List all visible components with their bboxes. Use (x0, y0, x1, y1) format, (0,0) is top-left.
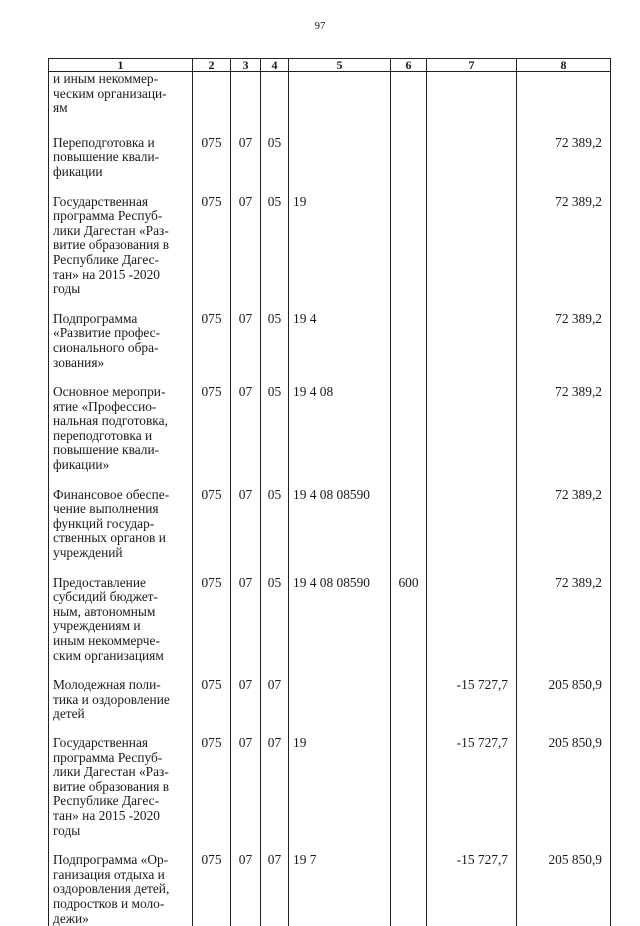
row-name-line: тан» на 2015 -2020 (53, 809, 190, 824)
row-name-line: Подпрограмма «Ор- (53, 853, 190, 868)
target-article-cell: 19 4 08 08590 (289, 576, 391, 679)
change-amount-cell (427, 195, 517, 312)
admin-code-cell: 075 (193, 136, 231, 195)
row-name-cell (49, 488, 193, 576)
admin-code-cell: 075 (193, 576, 231, 679)
change-amount-cell (427, 385, 517, 488)
row-name-cell (49, 678, 193, 736)
expense-type-cell (391, 195, 427, 312)
row-name-line: ганизация отдыха и (53, 868, 190, 883)
expense-type-cell (391, 136, 427, 195)
row-name-line: тика и оздоровление (53, 693, 190, 708)
expense-type-cell (391, 488, 427, 576)
column-header: 8 (517, 59, 611, 72)
total-amount-cell: 72 389,2 (517, 136, 611, 195)
row-name-line: Подпрограмма (53, 312, 190, 327)
row-name-line: зования» (53, 356, 190, 371)
subsection-cell: 05 (261, 488, 289, 576)
row-name-line: ческим организаци- (53, 87, 190, 102)
column-header: 5 (289, 59, 391, 72)
total-amount-cell: 72 389,2 (517, 576, 611, 679)
total-amount-cell: 72 389,2 (517, 488, 611, 576)
section-cell: 07 (231, 576, 261, 679)
change-amount-cell (427, 136, 517, 195)
row-name-line: ским организациям (53, 649, 190, 664)
row-name-line: переподготовка и (53, 429, 190, 444)
table-row (49, 385, 611, 488)
row-name-line: подростков и моло- (53, 897, 190, 912)
row-name-line: фикации» (53, 458, 190, 473)
row-name-cell (49, 385, 193, 488)
subsection-cell: 05 (261, 136, 289, 195)
row-name-line: фикации (53, 165, 190, 180)
row-name-line: Республике Дагес- (53, 253, 190, 268)
row-name-line: оздоровления детей, (53, 882, 190, 897)
row-name-line: повышение квали- (53, 443, 190, 458)
row-name-line: субсидий бюджет- (53, 590, 190, 605)
header-row (49, 59, 611, 72)
row-name-line: повышение квали- (53, 150, 190, 165)
row-name-cell (49, 853, 193, 926)
section-cell: 07 (231, 385, 261, 488)
row-name-line: годы (53, 824, 190, 839)
total-amount-cell: 72 389,2 (517, 385, 611, 488)
expense-type-cell (391, 385, 427, 488)
section-cell: 07 (231, 312, 261, 385)
admin-code-cell: 075 (193, 736, 231, 853)
row-name-line: ным, автономным (53, 605, 190, 620)
admin-code-cell: 075 (193, 488, 231, 576)
admin-code-cell (193, 72, 231, 136)
total-amount-cell: 72 389,2 (517, 312, 611, 385)
expense-type-cell (391, 312, 427, 385)
column-header: 3 (231, 59, 261, 72)
target-article-cell: 19 4 08 08590 (289, 488, 391, 576)
total-amount-cell: 205 850,9 (517, 853, 611, 926)
table-row (49, 72, 611, 136)
row-name-line: Переподготовка и (53, 136, 190, 151)
row-name-line: лики Дагестан «Раз- (53, 765, 190, 780)
row-name-line: ям (53, 101, 190, 116)
admin-code-cell: 075 (193, 312, 231, 385)
section-cell: 07 (231, 736, 261, 853)
row-name-cell (49, 136, 193, 195)
target-article-cell: 19 (289, 736, 391, 853)
table-row (49, 195, 611, 312)
subsection-cell (261, 72, 289, 136)
total-amount-cell: 205 850,9 (517, 736, 611, 853)
table-row (49, 136, 611, 195)
row-name-line: учреждениям и (53, 619, 190, 634)
row-name-line: витие образования в (53, 780, 190, 795)
page-number: 97 (0, 20, 640, 32)
target-article-cell: 19 4 08 (289, 385, 391, 488)
row-name-line: функций государ- (53, 517, 190, 532)
row-name-line: учреждений (53, 546, 190, 561)
table-row (49, 576, 611, 679)
row-name-line: тан» на 2015 -2020 (53, 268, 190, 283)
row-name-line: программа Респуб- (53, 209, 190, 224)
change-amount-cell: -15 727,7 (427, 736, 517, 853)
subsection-cell: 05 (261, 385, 289, 488)
admin-code-cell: 075 (193, 195, 231, 312)
row-name-line: Предоставление (53, 576, 190, 591)
section-cell: 07 (231, 853, 261, 926)
row-name-line: чение выполнения (53, 502, 190, 517)
target-article-cell: 19 4 (289, 312, 391, 385)
row-name-line: и иным некоммер- (53, 72, 190, 87)
row-name-line: Молодежная поли- (53, 678, 190, 693)
column-header: 7 (427, 59, 517, 72)
row-name-line: детей (53, 707, 190, 722)
section-cell: 07 (231, 678, 261, 736)
row-name-cell (49, 72, 193, 136)
row-name-line: Финансовое обеспе- (53, 488, 190, 503)
subsection-cell: 05 (261, 195, 289, 312)
expense-type-cell (391, 72, 427, 136)
row-name-line: витие образования в (53, 238, 190, 253)
row-name-line: ственных органов и (53, 531, 190, 546)
change-amount-cell: -15 727,7 (427, 678, 517, 736)
total-amount-cell: 205 850,9 (517, 678, 611, 736)
row-name-line: программа Респуб- (53, 751, 190, 766)
admin-code-cell: 075 (193, 385, 231, 488)
change-amount-cell (427, 576, 517, 679)
table-row (49, 678, 611, 736)
expense-type-cell (391, 736, 427, 853)
subsection-cell: 07 (261, 678, 289, 736)
total-amount-cell: 72 389,2 (517, 195, 611, 312)
total-amount-cell (517, 72, 611, 136)
table-row (49, 312, 611, 385)
subsection-cell: 07 (261, 736, 289, 853)
row-name-cell (49, 736, 193, 853)
row-name-line: лики Дагестан «Раз- (53, 224, 190, 239)
expense-type-cell (391, 853, 427, 926)
subsection-cell: 05 (261, 576, 289, 679)
column-header: 1 (49, 59, 193, 72)
target-article-cell: 19 7 (289, 853, 391, 926)
subsection-cell: 05 (261, 312, 289, 385)
target-article-cell: 19 (289, 195, 391, 312)
table-row (49, 488, 611, 576)
row-name-line: иным некоммерче- (53, 634, 190, 649)
row-name-line: Государственная (53, 736, 190, 751)
change-amount-cell (427, 312, 517, 385)
row-name-cell (49, 312, 193, 385)
target-article-cell (289, 72, 391, 136)
row-name-line: Республике Дагес- (53, 794, 190, 809)
table-row (49, 853, 611, 926)
row-name-line: ятие «Профессио- (53, 400, 190, 415)
table-row (49, 736, 611, 853)
row-name-line: годы (53, 282, 190, 297)
row-name-line: сионального обра- (53, 341, 190, 356)
row-name-line: нальная подготовка, (53, 414, 190, 429)
column-header: 6 (391, 59, 427, 72)
change-amount-cell (427, 488, 517, 576)
section-cell (231, 72, 261, 136)
expense-type-cell: 600 (391, 576, 427, 679)
row-name-cell (49, 195, 193, 312)
expense-type-cell (391, 678, 427, 736)
column-header: 4 (261, 59, 289, 72)
section-cell: 07 (231, 195, 261, 312)
admin-code-cell: 075 (193, 853, 231, 926)
section-cell: 07 (231, 136, 261, 195)
subsection-cell: 07 (261, 853, 289, 926)
row-name-line: «Развитие профес- (53, 326, 190, 341)
admin-code-cell: 075 (193, 678, 231, 736)
row-name-line: дежи» (53, 912, 190, 926)
change-amount-cell (427, 72, 517, 136)
row-name-cell (49, 576, 193, 679)
row-name-line: Основное меропри- (53, 385, 190, 400)
section-cell: 07 (231, 488, 261, 576)
row-name-line: Государственная (53, 195, 190, 210)
target-article-cell (289, 678, 391, 736)
change-amount-cell: -15 727,7 (427, 853, 517, 926)
column-header: 2 (193, 59, 231, 72)
budget-table (48, 58, 611, 926)
target-article-cell (289, 136, 391, 195)
